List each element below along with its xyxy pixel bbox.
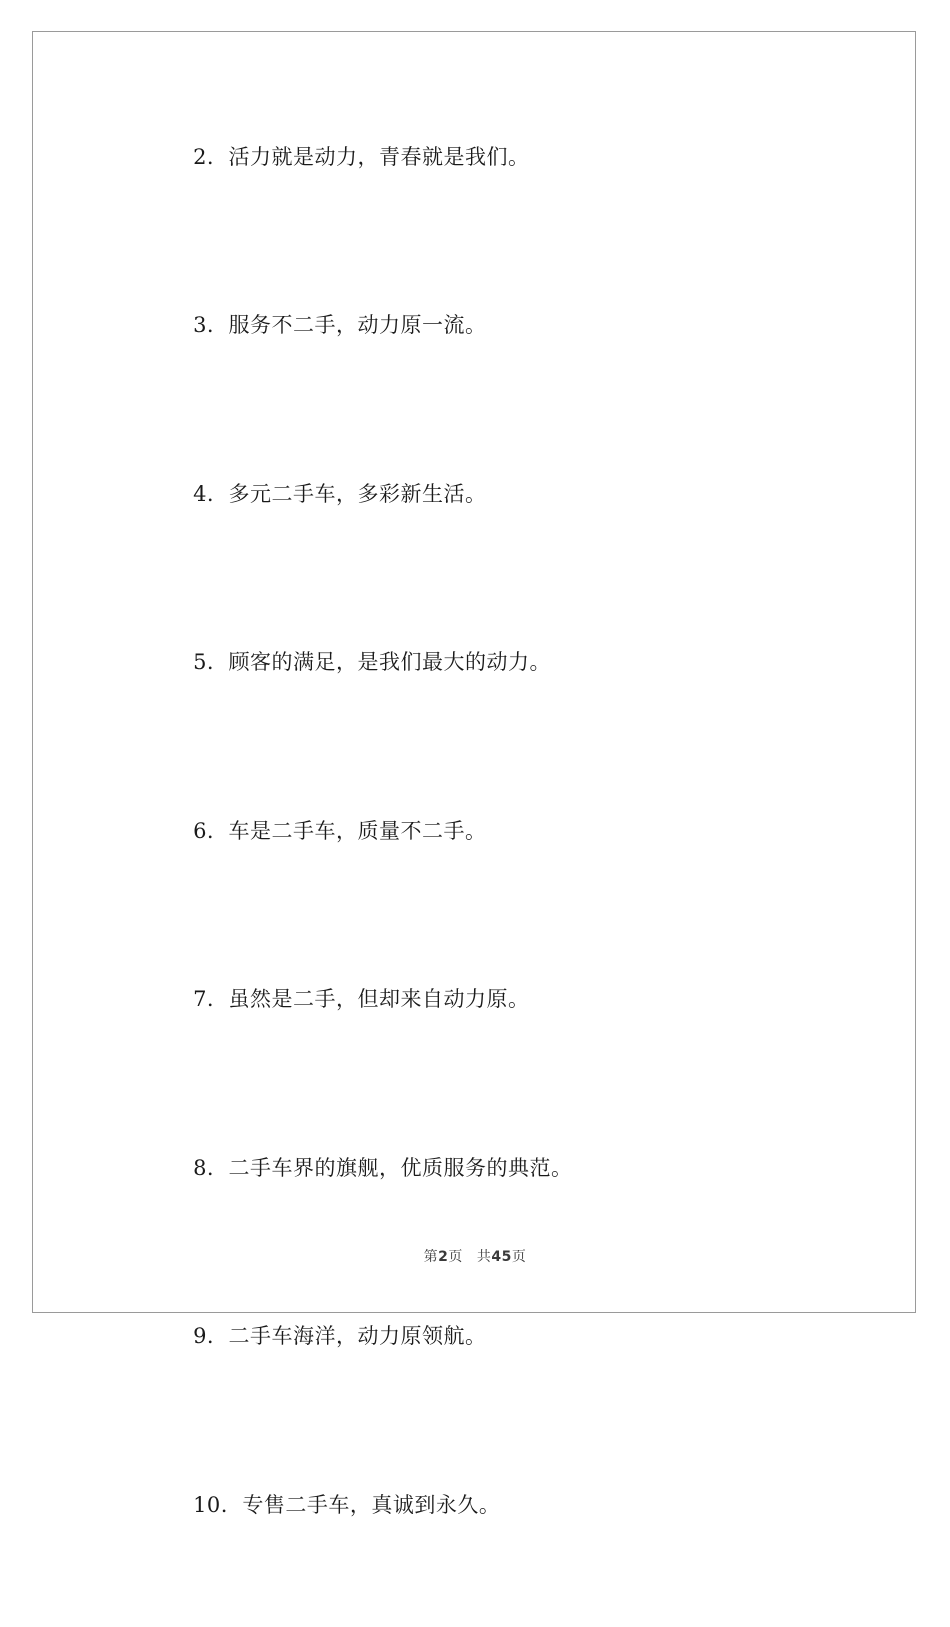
list-item-number: 9.	[193, 1324, 215, 1348]
footer-total-prefix: 共	[476, 1249, 492, 1265]
list-item-number: 5.	[193, 650, 215, 674]
footer-total-suffix: 页	[511, 1249, 527, 1265]
list-item-number: 7.	[193, 987, 215, 1011]
list-item-number: 6.	[193, 818, 215, 843]
list-item	[150, 110, 790, 205]
list-item-text: 活力就是动力，青春就是我们。	[228, 144, 530, 169]
footer-total-number: 45	[491, 1249, 512, 1265]
footer-page-prefix: 第	[423, 1249, 439, 1265]
footer-page-suffix: 页	[448, 1249, 463, 1265]
list-item-text: 车是二手车，质量不二手。	[228, 818, 487, 843]
list-item	[150, 953, 790, 1048]
list-item-text: 虽然是二手，但却来自动力原。	[228, 987, 530, 1011]
list-item-number: 4.	[193, 481, 215, 506]
list-item	[150, 784, 790, 879]
list-item-text: 二手车海洋，动力原领航。	[228, 1324, 487, 1348]
list-item	[150, 447, 790, 542]
list-item-text: 专售二手车，真诚到永久。	[242, 1492, 501, 1517]
list-item-number: 2.	[193, 144, 215, 169]
list-item	[150, 1290, 790, 1385]
list-item-number: 10.	[193, 1492, 228, 1517]
list-item	[150, 1458, 790, 1553]
list-item	[150, 279, 790, 374]
list-item-number: 3.	[193, 313, 215, 337]
list-item-text: 二手车界的旗舰，优质服务的典范。	[228, 1155, 573, 1180]
list-item	[150, 616, 790, 711]
list-item-text: 多元二手车，多彩新生活。	[228, 481, 487, 506]
page-footer	[0, 1246, 950, 1266]
footer-page-number: 2	[438, 1249, 449, 1265]
list-item-number: 8.	[193, 1155, 215, 1180]
list-item	[150, 1121, 790, 1216]
list-item-text: 顾客的满足，是我们最大的动力。	[228, 650, 551, 674]
list-item-text: 服务不二手，动力原一流。	[228, 313, 487, 337]
list-container	[150, 110, 790, 1627]
